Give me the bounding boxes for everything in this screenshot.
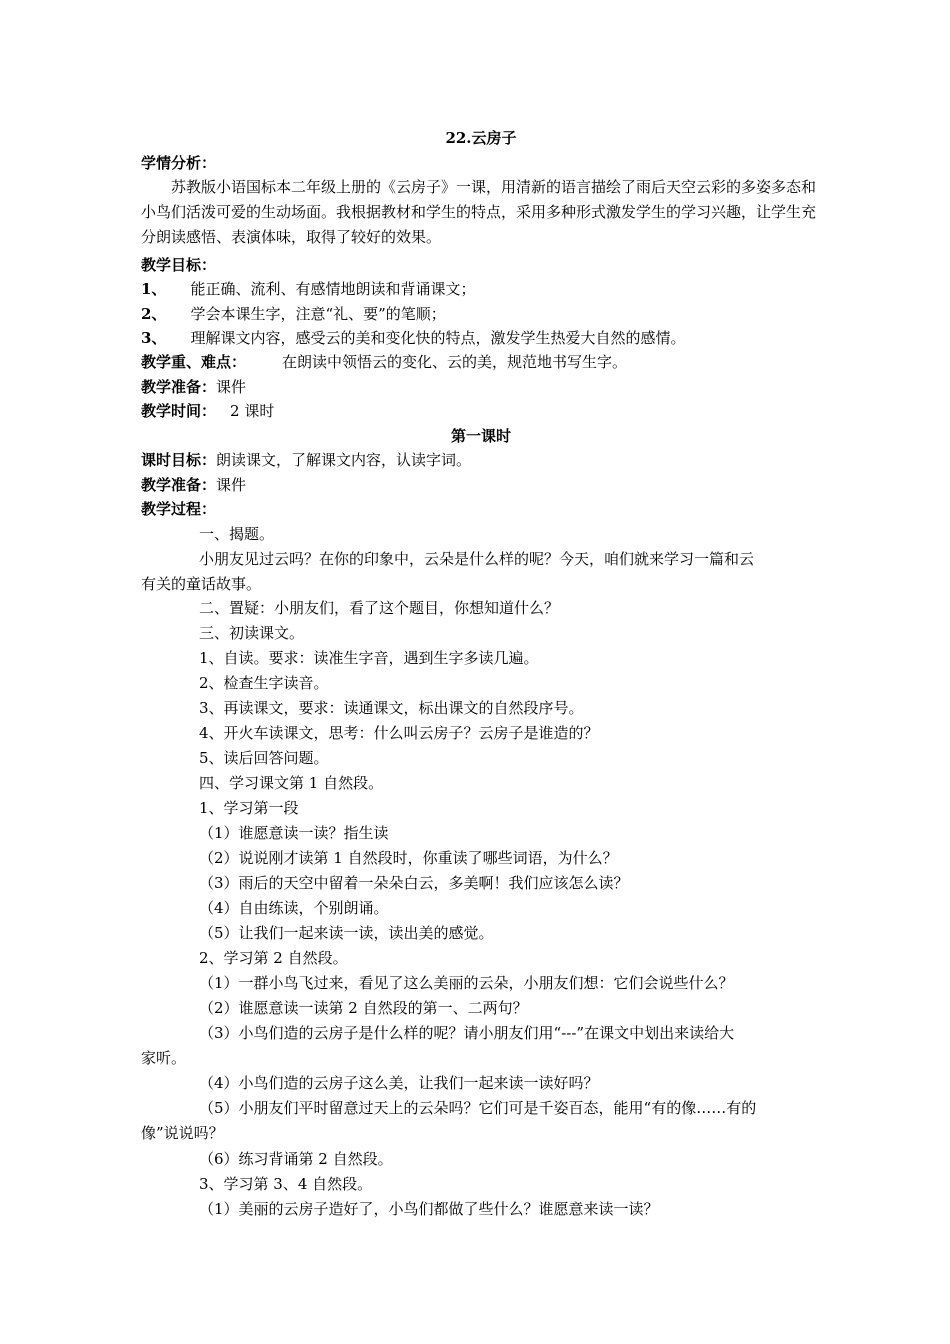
lesson-heading: 第一课时: [450, 427, 511, 445]
process-step: 4、开火车读课文，思考：什么叫云房子？云房子是谁造的？: [199, 724, 599, 742]
document-title: 22.云房子: [445, 129, 517, 147]
lesson-prep-label: 教学准备：: [141, 476, 217, 494]
analysis-label: 学情分析：: [141, 154, 217, 172]
process-step: 一、揭题。: [199, 525, 275, 543]
lesson-prep-text: 课件: [216, 476, 247, 494]
process-step: （4）自由练读，个别朗诵。: [199, 899, 389, 917]
process-step: 四、学习课文第 1 自然段。: [199, 774, 384, 792]
prep-row: [141, 375, 821, 399]
process-step: （1）一群小鸟飞过来，看见了这么美丽的云朵，小朋友们想：它们会说些什么？: [199, 974, 734, 992]
time-label: 教学时间：: [141, 402, 217, 420]
process-step: （3）小鸟们造的云房子是什么样的呢？请小朋友们用“---”在课文中划出来读给大: [199, 1024, 735, 1042]
process-step: 家听。: [141, 1049, 187, 1067]
process-label: 教学过程：: [141, 500, 217, 518]
time-row: [141, 399, 821, 423]
focus-row: [141, 350, 821, 374]
process-step: （6）练习背诵第 2 自然段。: [199, 1150, 393, 1168]
goal-item-2: [141, 302, 821, 326]
process-step: 三、初读课文。: [199, 624, 305, 642]
process-step: 像”说说吗？: [141, 1124, 224, 1142]
process-step: 3、学习第 3、4 自然段。: [199, 1175, 373, 1193]
goal-text: 理解课文内容，感受云的美和变化快的特点，激发学生热爱大自然的感情。: [190, 329, 686, 347]
goal-number: 2、: [141, 305, 167, 323]
process-step: 1、学习第一段: [199, 799, 299, 817]
goal-item-1: [141, 277, 821, 301]
goal-item-3: [141, 326, 821, 350]
prep-label: 教学准备：: [141, 378, 217, 396]
process-step: （4）小鸟们造的云房子这么美，让我们一起来读一读好吗？: [199, 1074, 599, 1092]
process-step: （5）小朋友们平时留意过天上的云朵吗？它们可是千姿百态，能用“有的像……有的: [199, 1099, 757, 1117]
focus-label: 教学重、难点：: [141, 353, 247, 371]
process-step: 1、自读。要求：读准生字音，遇到生字多读几遍。: [199, 649, 539, 667]
goal-number: 1、: [141, 280, 167, 298]
process-step: （1）谁愿意读一读？指生读: [199, 824, 389, 842]
focus-text: 在朗读中领悟云的变化、云的美，规范地书写生字。: [282, 353, 628, 371]
process-step: （2）说说刚才读第 1 自然段时，你重读了哪些词语，为什么？: [199, 849, 618, 867]
goal-number: 3、: [141, 329, 167, 347]
process-step: （2）谁愿意读一读第 2 自然段的第一、二两句？: [199, 999, 528, 1017]
time-text: 2 课时: [230, 402, 275, 420]
goals-label: 教学目标：: [141, 256, 217, 274]
lesson-goal-row: [141, 448, 821, 472]
process-step: 小朋友见过云吗？在你的印象中，云朵是什么样的呢？今天，咱们就来学习一篇和云: [199, 550, 755, 568]
lesson-prep-row: [141, 473, 821, 497]
process-step: 5、读后回答问题。: [199, 749, 329, 767]
process-step: （3）雨后的天空中留着一朵朵白云，多美啊！我们应该怎么读？: [199, 874, 629, 892]
analysis-text: 苏教版小语国标本二年级上册的《云房子》一课，用清新的语言描绘了雨后天空云彩的多姿多态和小鸟们活泼可爱的生动场面。我根据教材和学生的特点，采用多种形式激发学生的学习兴趣，让学生充分朗读感悟、表演体味，取得了较好的效果。: [141, 178, 817, 246]
lesson-goal-label: 课时目标：: [141, 451, 217, 469]
goal-text: 学会本课生字，注意“礼、要”的笔顺；: [190, 305, 446, 323]
process-step: （5）让我们一起来读一读，读出美的感觉。: [199, 924, 494, 942]
goal-text: 能正确、流利、有感情地朗读和背诵课文；: [190, 280, 476, 298]
prep-text: 课件: [216, 378, 247, 396]
process-step: 3、再读课文，要求：读通课文，标出课文的自然段序号。: [199, 699, 584, 717]
process-step: 2、学习第 2 自然段。: [199, 949, 348, 967]
process-step: 有关的童话故事。: [141, 575, 262, 593]
process-step: （1）美丽的云房子造好了，小鸟们都做了些什么？谁愿意来读一读？: [199, 1200, 659, 1218]
process-step: 2、检查生字读音。: [199, 674, 329, 692]
lesson-goal-text: 朗读课文，了解课文内容，认读字词。: [216, 451, 472, 469]
process-step: 二、置疑：小朋友们，看了这个题目，你想知道什么？: [199, 599, 560, 617]
